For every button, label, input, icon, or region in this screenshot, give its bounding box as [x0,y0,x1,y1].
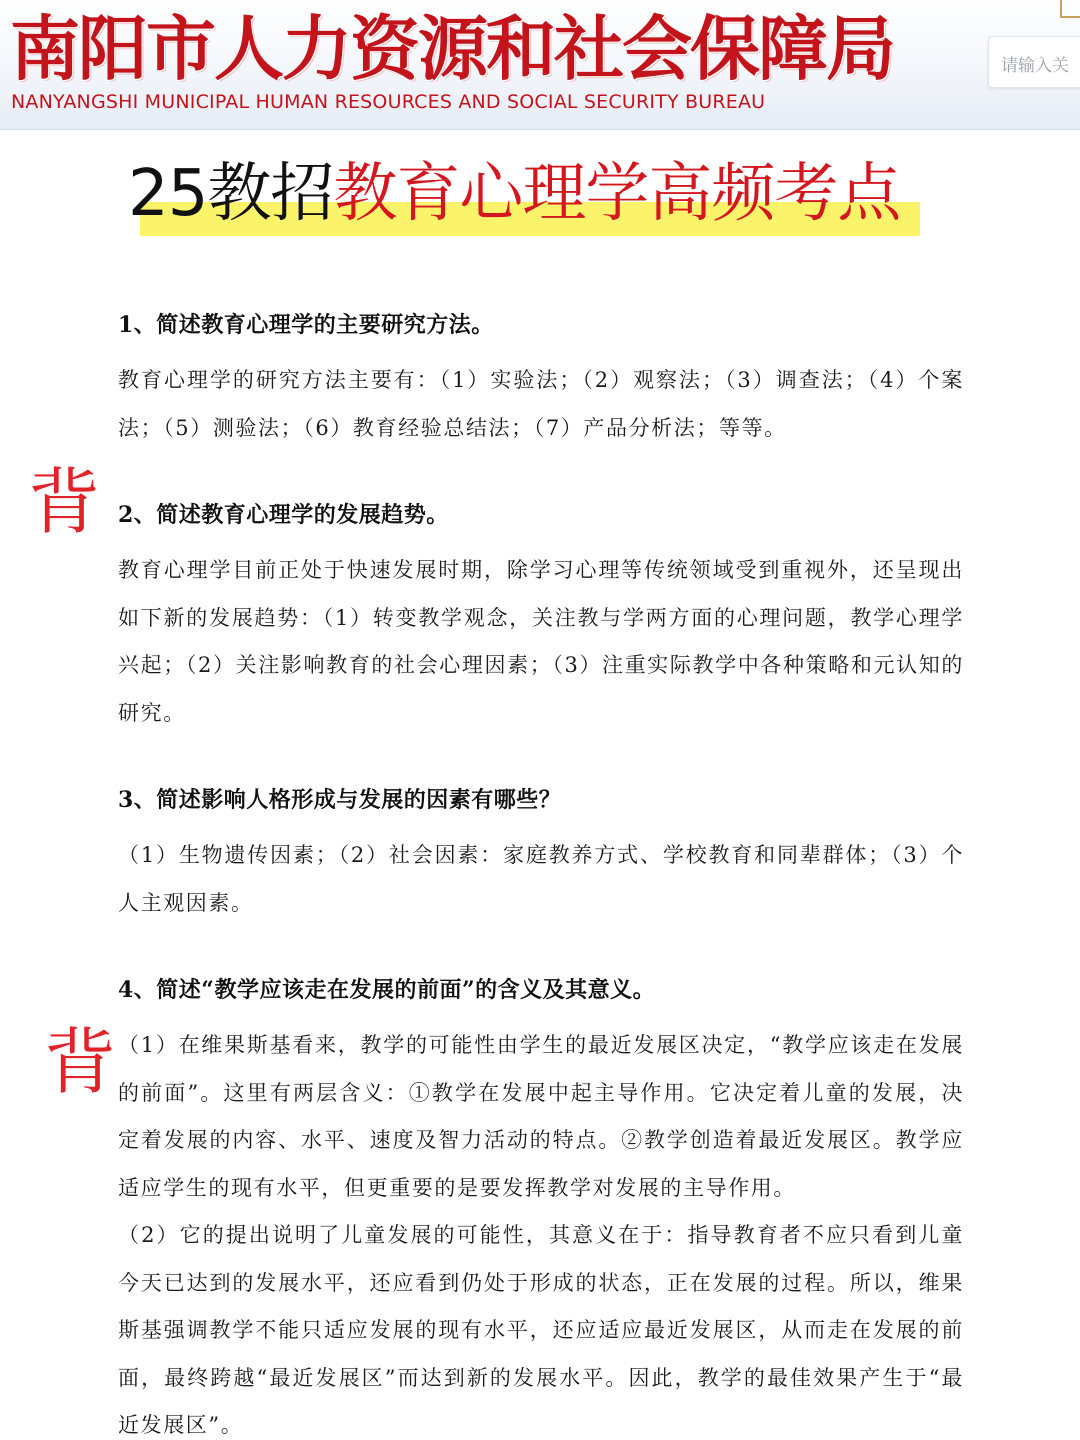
title-accent: 教育心理学高频考点 [333,157,901,231]
corner-decoration [1060,0,1080,18]
question-heading: 1、简述教育心理学的主要研究方法。 [118,312,494,338]
answer-text [118,1022,964,1440]
answer-paragraph: （1）在维果斯基看来，教学的可能性由学生的最近发展区决定，“教学应该走在发展的前面”。这里有两层含义：①教学在发展中起主导作用。它决定着儿童的发展，决定着发展的内容、水平、速度及智力活动的特点。②教学创造着最近发展区。教学应适应学生的现有水平，但更重要的是要发挥教学对发展的主导作用。 [118,1033,964,1200]
qa-section-2 [118,500,964,737]
answer-text [118,547,964,737]
question-heading: 4、简述“教学应该走在发展的前面”的含义及其意义。 [118,977,656,1003]
memorize-stamp: 背 [44,1020,117,1104]
memorize-stamp: 背 [28,460,101,544]
document-title [128,150,900,240]
search-input[interactable]: 请输入关 [988,36,1080,88]
bureau-subtitle: NANYANGSHI MUNICIPAL HUMAN RESOURCES AND SOCIAL SECURITY BUREAU [11,91,766,113]
site-header [0,0,1080,130]
answer-paragraph: （2）它的提出说明了儿童发展的可能性，其意义在于：指导教育者不应只看到儿童今天已达到的发展水平，还应看到仍处于形成的状态，正在发展的过程。所以，维果斯基强调教学不能只适应发展的现有水平，还应适应最近发展区，从而走在发展的前面，最终跨越“最近发展区”而达到新的发展水平。因此，教学的最佳效果产生于“最近发展区”。 [118,1223,964,1437]
title-prefix: 25教招 [128,157,334,231]
answer-paragraph: 教育心理学的研究方法主要有：（1）实验法；（2）观察法；（3）调查法；（4）个案法；（5）测验法；（6）教育经验总结法；（7）产品分析法；等等。 [118,368,964,440]
bureau-title: 南阳市人力资源和社会保障局 [10,8,894,90]
question-heading: 3、简述影响人格形成与发展的因素有哪些？ [118,787,562,813]
answer-paragraph: 教育心理学目前正处于快速发展时期，除学习心理等传统领域受到重视外，还呈现出如下新的发展趋势：（1）转变教学观念，关注教与学两方面的心理问题，教学心理学兴起；（2）关注影响教育的社会心理因素；（3）注重实际教学中各种策略和元认知的研究。 [118,558,964,725]
answer-text [118,832,964,927]
qa-section-3 [118,785,964,927]
answer-text [118,357,964,452]
qa-section-4 [118,975,964,1440]
question-heading: 2、简述教育心理学的发展趋势。 [118,502,449,528]
qa-section-1 [118,310,964,452]
answer-paragraph: （1）生物遗传因素；（2）社会因素：家庭教养方式、学校教育和同辈群体；（3）个人主观因素。 [118,843,964,915]
